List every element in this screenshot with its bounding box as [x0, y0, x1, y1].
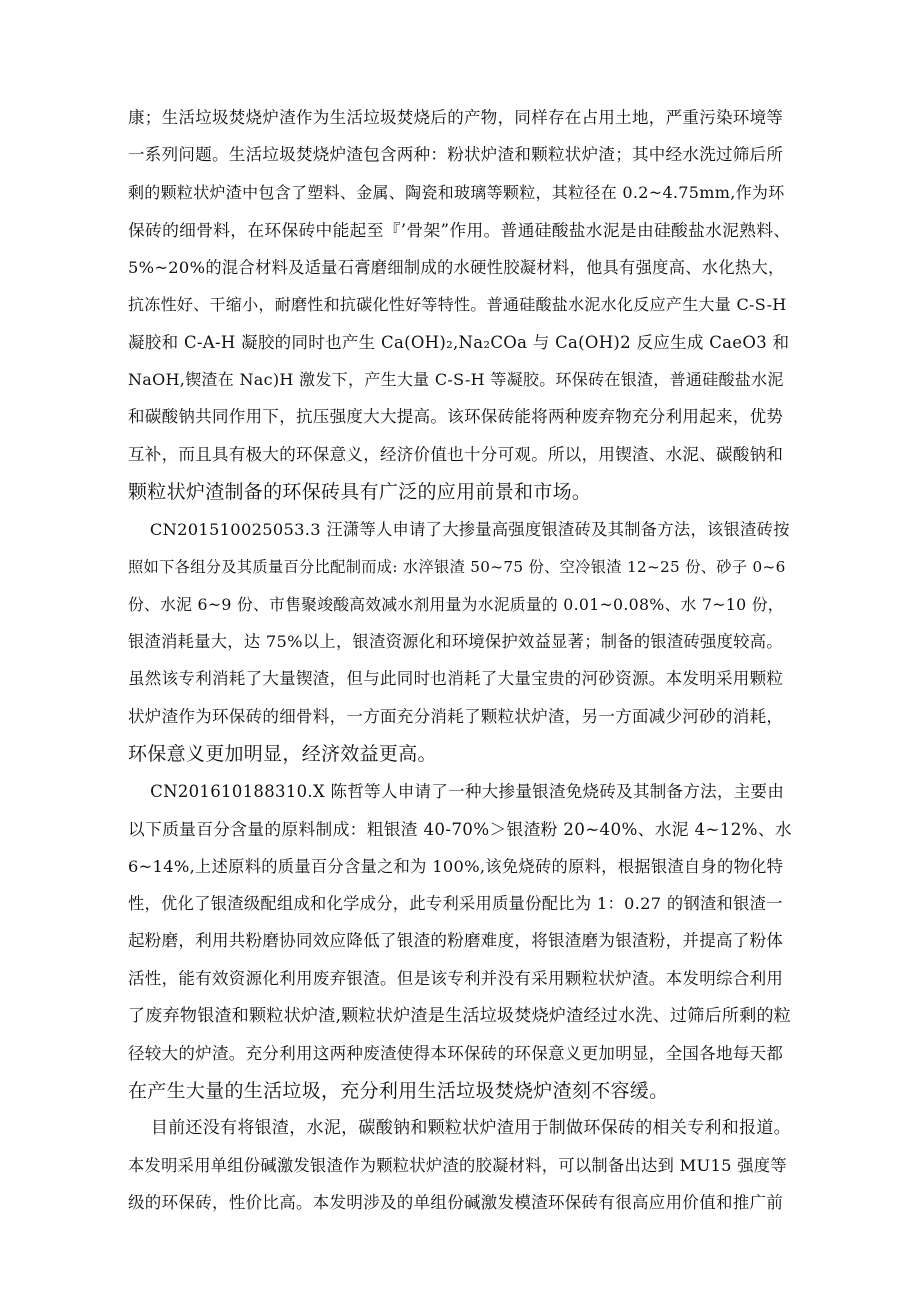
text-line: 性，优化了银渣级配组成和化学成分，此专利采用质量份配比为 1：0.27 的钢渣和银渣一	[128, 894, 783, 913]
text-line: 银渣消耗量大，达 75%以上，银渣资源化和环境保护效益显著；制备的银渣砖强度较高。	[128, 632, 783, 651]
text-line: 在产生大量的生活垃圾，充分利用生活垃圾焚烧炉渣刻不容缓。	[128, 1080, 669, 1102]
text-line: 颗粒状炉渣制备的环保砖具有广泛的应用前景和市场。	[128, 481, 592, 503]
text-line: NaOH,锲渣在 Nac)H 激发下，产生大量 C-S-H 等凝胶。环保砖在银渣，普通硅酸盐水泥	[128, 370, 784, 389]
text-line: CN201610188310.X 陈哲等人申请了一种大掺量银渣免烧砖及其制备方法，主要由	[128, 782, 785, 801]
text-line: 本发明采用单组份碱激发银渣作为颗粒状炉渣的胶凝材料，可以制备出达到 MU15 强度等	[128, 1156, 787, 1175]
text-line: 活性，能有效资源化利用废弃银渣。但是该专利并没有采用颗粒状炉渣。本发明综合利用	[128, 969, 784, 988]
text-line: 抗冻性好、干缩小，耐磨性和抗碳化性好等特性。普通硅酸盐水泥水化反应产生大量 C-S-H	[128, 295, 787, 314]
text-line: 径较大的炉渣。充分利用这两种废渣使得本环保砖的环保意义更加明显，全国各地每天都	[128, 1044, 784, 1063]
text-line: 目前还没有将银渣，水泥，碳酸钠和颗粒状炉渣用于制做环保砖的相关专利和报道。	[128, 1118, 791, 1138]
text-line: 5%~20%的混合材料及适量石膏磨细制成的水硬性胶凝材料，他具有强度高、水化热大，	[128, 258, 785, 277]
text-line: 凝胶和 C-A-H 凝胶的同时也产生 Ca(OH)₂,Na₂COa 与 Ca(OH)2 反应生成 CaeO3 和	[128, 333, 790, 352]
text-line: 康；生活垃圾焚烧炉渣作为生活垃圾焚烧后的产物，同样存在占用土地，严重污染环境等	[128, 108, 784, 127]
text-line: 环保意义更加明显，经济效益更高。	[128, 743, 437, 765]
text-line: 一系列问题。生活垃圾焚烧炉渣包含两种：粉状炉渣和颗粒状炉渣；其中经水洗过筛后所	[128, 145, 784, 164]
text-line: 虽然该专利消耗了大量锲渣，但与此同时也消耗了大量宝贵的河砂资源。本发明采用颗粒	[128, 669, 784, 688]
text-line: 照如下各组分及其质量百分比配制而成: 水淬银渣 50~75 份、空冷银渣 12~25 份、砂子 0~6	[128, 558, 786, 576]
text-line: 6~14%,上述原料的质量百分含量之和为 100%,该免烧砖的原料，根据银渣自身的物化特	[128, 857, 784, 876]
text-line: 剩的颗粒状炉渣中包含了塑料、金属、陶瓷和玻璃等颗粒，其粒径在 0.2~4.75mm,作为环	[128, 183, 785, 202]
text-line: 以下质量百分含量的原料制成：粗银渣 40-70%＞银渣粉 20~40%、水泥 4~12%、水	[128, 819, 792, 839]
text-line: 状炉渣作为环保砖的细骨料，一方面充分消耗了颗粒状炉渣，另一方面减少河砂的消耗，	[128, 707, 784, 726]
text-line: 级的环保砖，性价比高。本发明涉及的单组份碱激发模渣环保砖有很高应用价值和推广前	[128, 1193, 784, 1212]
text-line: 起粉磨，利用共粉磨协同效应降低了银渣的粉磨难度，将银渣磨为银渣粉，并提高了粉体	[128, 931, 784, 950]
text-line: 保砖的细骨料，在环保砖中能起至『’骨架”作用。普通硅酸盐水泥是由硅酸盐水泥熟料、	[128, 220, 791, 240]
text-line: 了废弃物银渣和颗粒状炉渣,颗粒状炉渣是生活垃圾焚烧炉渣经过水洗、过筛后所剩的粒	[128, 1006, 792, 1026]
text-line: 互补，而且具有极大的环保意义，经济价值也十分可观。所以，用锲渣、水泥、碳酸钠和	[128, 445, 784, 464]
text-line: CN201510025053.3 汪潇等人申请了大掺量高强度银渣砖及其制备方法，该银渣砖按	[128, 520, 790, 539]
text-line: 份、水泥 6~9 份、市售聚竣酸高效减水剂用量为水泥质量的 0.01~0.08%、水 7~10 份，	[128, 595, 784, 614]
text-line: 和碳酸钠共同作用下，抗压强度大大提高。该环保砖能将两种废弃物充分利用起来，优势	[128, 407, 784, 426]
